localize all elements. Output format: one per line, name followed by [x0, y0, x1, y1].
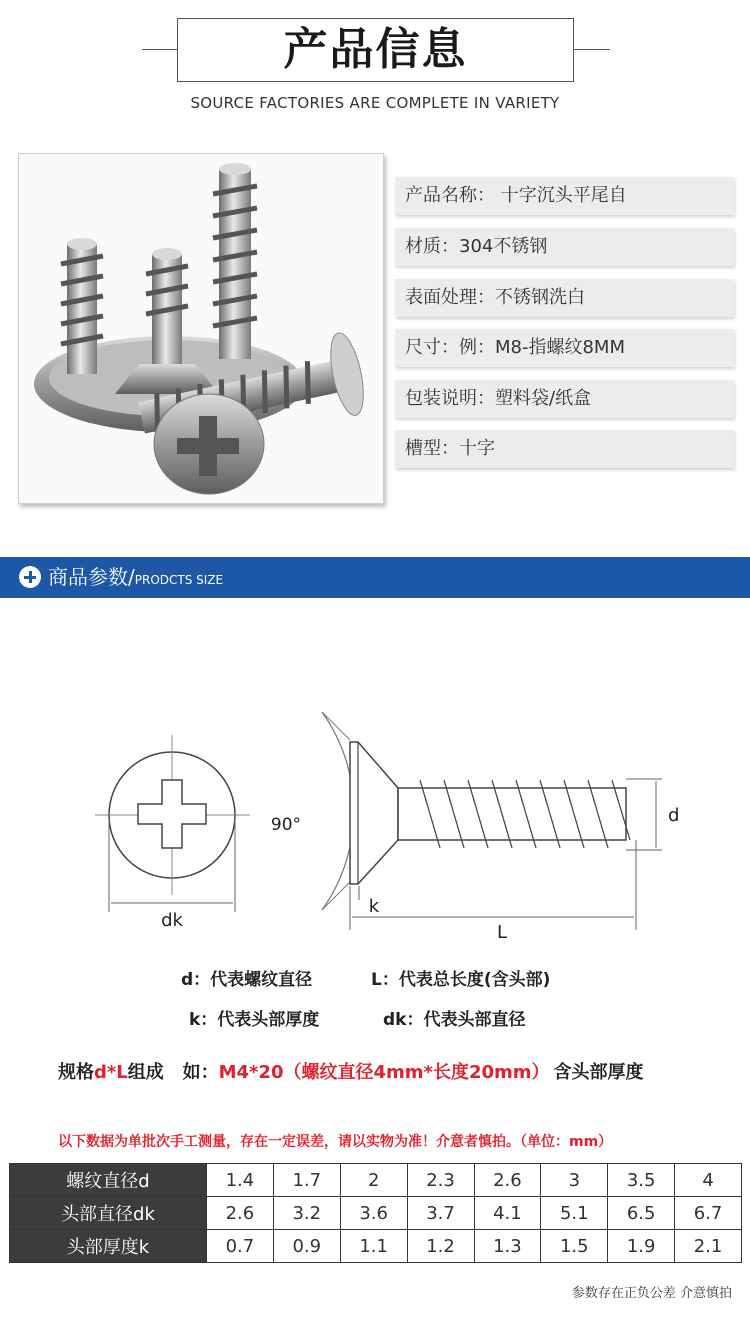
info-product-name: 产品名称： 十字沉头平尾自 — [395, 177, 734, 215]
page-subtitle: SOURCE FACTORIES ARE COMPLETE IN VARIETY — [190, 94, 560, 112]
angle-label: 90° — [270, 815, 302, 835]
table-cell: 2.1 — [675, 1230, 742, 1263]
plus-circle-icon — [19, 566, 41, 588]
screw-head-side — [350, 742, 398, 884]
table-cell: 1.4 — [207, 1164, 274, 1197]
screw-shank — [398, 788, 626, 840]
table-cell: 2 — [340, 1164, 407, 1197]
table-cell: 0.9 — [273, 1230, 340, 1263]
dimension-diagram — [0, 700, 750, 950]
table-cell: 2.3 — [407, 1164, 474, 1197]
measurement-note: 以下数据为单批次手工测量，存在一定误差，请以实物为准！介意者慎拍。（单位：mm） — [58, 1134, 613, 1150]
section-title-en: PRODCTS SIZE — [134, 573, 224, 587]
table-cell: 3.6 — [340, 1197, 407, 1230]
info-surface: 表面处理：不锈钢洗白 — [395, 279, 734, 317]
table-cell: 4 — [675, 1164, 742, 1197]
spec-prefix: 规格 — [58, 1062, 94, 1083]
table-cell: 2.6 — [207, 1197, 274, 1230]
header-line-right — [574, 49, 610, 50]
spec-example-value: M4*20（螺纹直径4mm*长度20mm） — [218, 1062, 550, 1083]
spec-table — [9, 1163, 742, 1263]
table-cell: 1.9 — [608, 1230, 675, 1263]
row-header: 螺纹直径d — [10, 1164, 207, 1197]
table-cell: 2.6 — [474, 1164, 541, 1197]
table-cell: 6.7 — [675, 1197, 742, 1230]
spec-middle: 组成 如： — [127, 1062, 219, 1083]
table-cell: 3.5 — [608, 1164, 675, 1197]
l-label: L — [496, 922, 508, 943]
angle-arc — [322, 712, 354, 910]
table-row — [10, 1164, 742, 1197]
table-cell: 4.1 — [474, 1197, 541, 1230]
table-cell: 3.7 — [407, 1197, 474, 1230]
row-header: 头部厚度k — [10, 1230, 207, 1263]
table-row — [10, 1230, 742, 1263]
product-photo — [18, 153, 384, 504]
spec-suffix: 含头部厚度 — [553, 1062, 644, 1083]
table-row — [10, 1197, 742, 1230]
legend-d: d：代表螺纹直径 — [181, 970, 313, 990]
d-label: d — [668, 805, 680, 826]
section-bar — [0, 557, 750, 598]
spec-example — [58, 1058, 644, 1084]
k-label: k — [368, 896, 380, 917]
spec-formula: d*L — [94, 1062, 128, 1083]
table-cell: 3.2 — [273, 1197, 340, 1230]
screws-illustration — [19, 154, 383, 503]
table-cell: 5.1 — [541, 1197, 608, 1230]
legend-k: k：代表头部厚度 — [189, 1010, 320, 1030]
dk-label: dk — [161, 910, 183, 931]
footer-note: 参数存在正负公差 介意慎拍 — [571, 1286, 732, 1301]
info-slot-type: 槽型：十字 — [395, 430, 734, 468]
table-cell: 1.3 — [474, 1230, 541, 1263]
info-size: 尺寸：例：M8-指螺纹8MM — [395, 329, 734, 367]
section-title-cn: 商品参数/ — [48, 565, 135, 589]
table-cell: 1.2 — [407, 1230, 474, 1263]
table-cell: 3 — [541, 1164, 608, 1197]
table-cell: 1.1 — [340, 1230, 407, 1263]
table-cell: 0.7 — [207, 1230, 274, 1263]
phillips-slot — [138, 780, 206, 848]
header-line-left — [142, 49, 177, 50]
legend-dk: dk：代表头部直径 — [383, 1010, 526, 1030]
table-cell: 1.7 — [273, 1164, 340, 1197]
section-title — [48, 557, 223, 601]
info-packaging: 包装说明：塑料袋/纸盒 — [395, 380, 734, 418]
page-title: 产品信息 — [283, 24, 468, 75]
row-header: 头部直径dk — [10, 1197, 207, 1230]
table-cell: 1.5 — [541, 1230, 608, 1263]
table-cell: 6.5 — [608, 1197, 675, 1230]
info-material: 材质：304不锈钢 — [395, 228, 734, 266]
legend-l: L：代表总长度(含头部) — [371, 970, 551, 990]
